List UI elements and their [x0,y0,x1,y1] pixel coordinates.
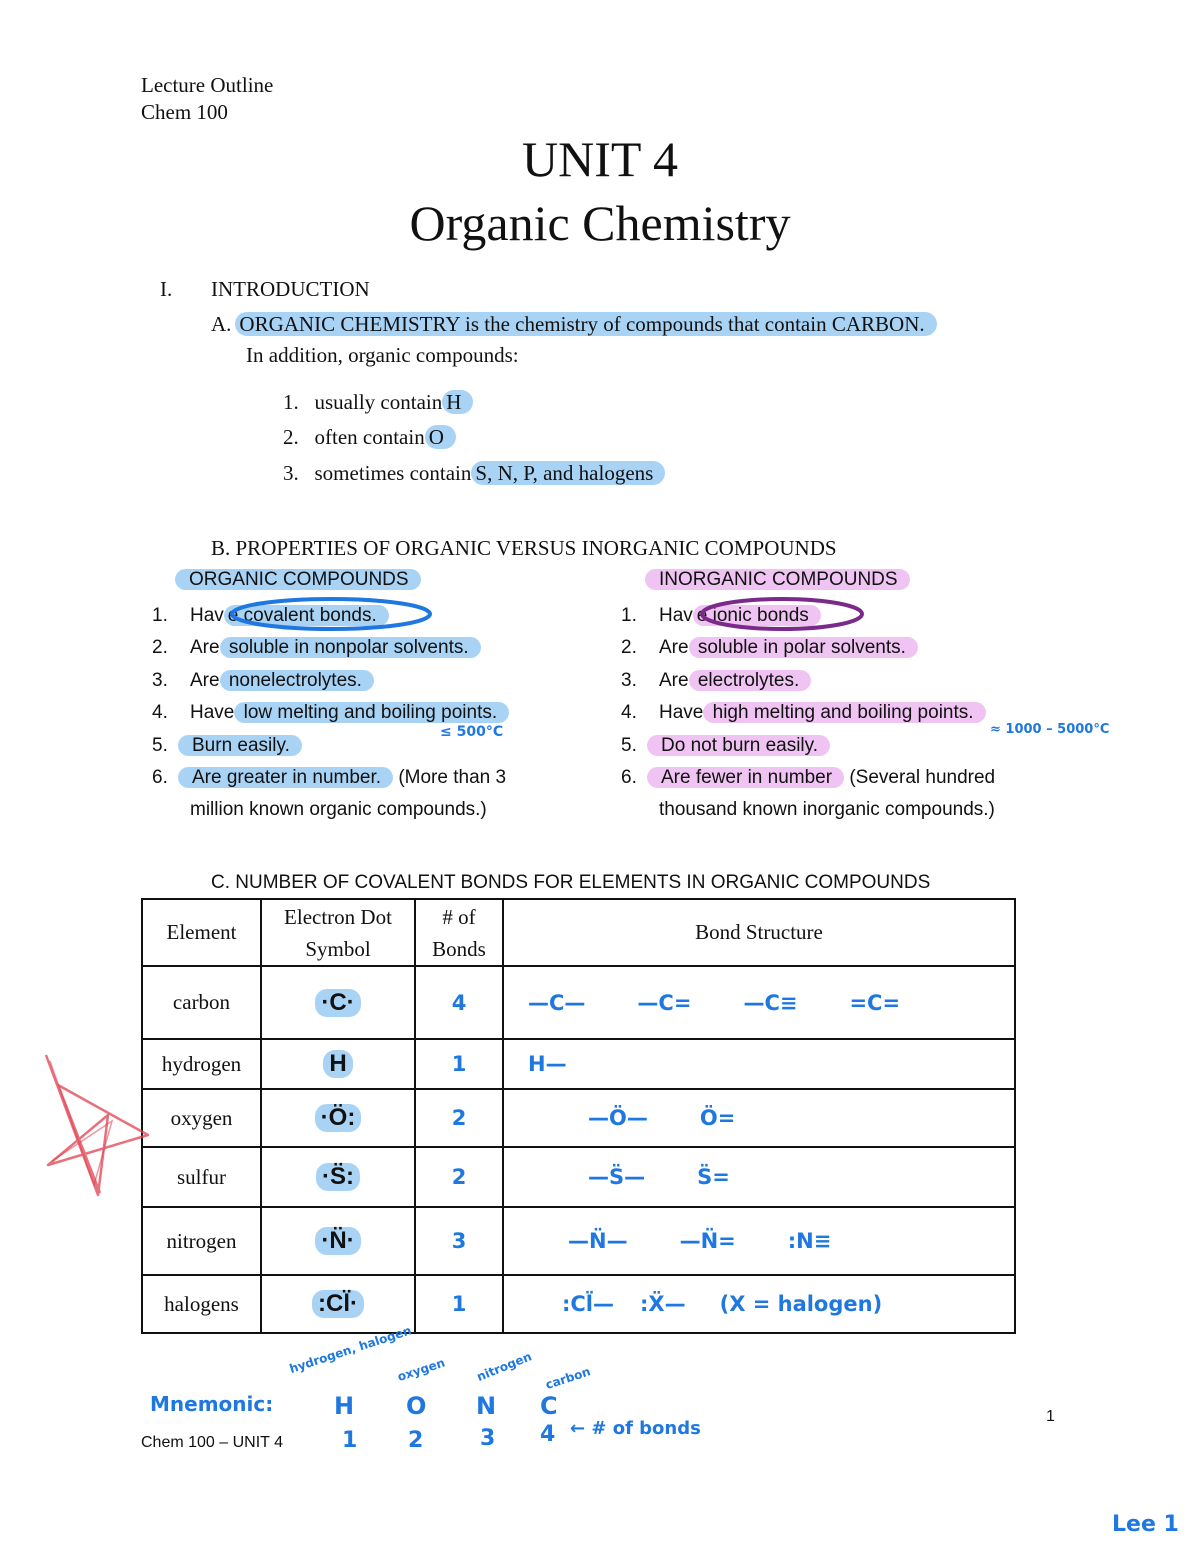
list-item: 5. Burn easily. [152,730,509,762]
unit-title: UNIT 4 [521,131,678,187]
page-number: 1 [1046,1408,1055,1425]
intro-a [211,311,937,337]
mnemonic-letter-n: N [476,1392,497,1420]
mnemonic-name-carbon: carbon [543,1364,593,1392]
list-item: million known organic compounds.) [190,799,487,821]
table-row [142,1275,1015,1333]
header-dot-symbol: Electron Dot Symbol [261,899,415,966]
element-name: carbon [142,966,261,1039]
electron-dot-symbol: H [323,1050,352,1078]
bond-structures: —N̈— —N̈= :N≡ [503,1207,1015,1275]
bond-count: 4 [415,966,503,1039]
organic-temp-note: ≤ 500°C [440,724,504,740]
initials: Lee 1 [1112,1512,1179,1537]
header-line2: Chem 100 [141,100,228,124]
section-b-heading: B. PROPERTIES OF ORGANIC VERSUS INORGANIC COMPOUNDS [211,536,837,560]
list-item: 2. Are soluble in nonpolar solvents. [152,632,509,664]
electron-dot-symbol: ·S̈: [316,1163,360,1191]
section-numeral: I. [160,277,173,301]
intro-item-3: 3. sometimes contain S, N, P, and halogens [283,460,665,486]
mnemonic-num-1: 1 [342,1428,358,1453]
mnemonic-num-4: 4 [540,1422,556,1447]
bond-table [141,898,1016,1334]
bond-count: 3 [415,1207,503,1275]
list-item: 5. Do not burn easily. [621,730,995,762]
intro-item-1: 1. usually contain H [283,389,473,415]
section-heading: INTRODUCTION [211,277,370,301]
element-name: oxygen [142,1089,261,1147]
bond-structures: —C— —C= —C≡ =C= [503,966,1015,1039]
table-row [142,1207,1015,1275]
bond-count: 2 [415,1147,503,1207]
header-bonds: # of Bonds [415,899,503,966]
mnemonic-name-hydrogen: hydrogen, halogen [287,1323,414,1376]
mnemonic-num-3: 3 [480,1426,496,1451]
header-element: Element [142,899,261,966]
intro-a-cont: In addition, organic compounds: [246,343,519,367]
list-item: 1. Hav e ionic bonds [621,600,995,632]
intro-a-label: A. [211,312,232,336]
organic-list [152,600,509,827]
bond-structures: :Cl̈— :Ẍ— (X = halogen) [503,1275,1015,1333]
header-line1: Lecture Outline [141,73,274,97]
element-name: hydrogen [142,1039,261,1089]
bond-structures: H— [503,1039,1015,1089]
mnemonic-letter-h: H [334,1392,355,1420]
list-item: 1. Hav e covalent bonds. [152,600,509,632]
element-name: halogens [142,1275,261,1333]
mnemonic-letter-c: C [540,1392,558,1420]
element-name: nitrogen [142,1207,261,1275]
mnemonic-arrow-note: ← # of bonds [570,1418,701,1439]
covalent-circle-mark [228,594,438,634]
bond-count: 1 [415,1275,503,1333]
subject-title: Organic Chemistry [409,195,791,251]
element-name: sulfur [142,1147,261,1207]
list-item: 3. Are electrolytes. [621,665,995,697]
inorganic-heading: INORGANIC COMPOUNDS [645,567,910,593]
list-item: 4. Have low melting and boiling points. [152,697,509,729]
bond-structures: —Ö— Ö= [503,1089,1015,1147]
table-row [142,1147,1015,1207]
inorganic-temp-note: ≈ 1000 – 5000°C [990,722,1110,737]
ionic-circle-mark [698,594,870,634]
bond-count: 2 [415,1089,503,1147]
mnemonic-name-oxygen: oxygen [395,1355,447,1384]
mnemonic-num-2: 2 [408,1428,424,1453]
list-item: 3. Are nonelectrolytes. [152,665,509,697]
electron-dot-symbol: ·C· [315,989,360,1017]
list-item: thousand known inorganic compounds.) [659,799,995,821]
mnemonic-label: Mnemonic: [150,1392,274,1416]
organic-heading: ORGANIC COMPOUNDS [175,567,421,593]
star-doodle-icon [38,1045,158,1205]
header-structure: Bond Structure [503,899,1015,966]
intro-item-2: 2. often contain O [283,424,456,450]
table-row [142,1039,1015,1089]
section-c-heading: C. NUMBER OF COVALENT BONDS FOR ELEMENTS IN ORGANIC COMPOUNDS [211,872,931,893]
mnemonic-name-nitrogen: nitrogen [474,1349,534,1384]
list-item: 4. Have high melting and boiling points. [621,697,995,729]
electron-dot-symbol: :Cl̈· [312,1290,364,1318]
electron-dot-symbol: ·N̈· [315,1227,360,1255]
table-row [142,966,1015,1039]
list-item: 6. Are greater in number. (More than 3 [152,767,507,789]
inorganic-list [621,600,995,827]
list-item: 2. Are soluble in polar solvents. [621,632,995,664]
table-row [142,1089,1015,1147]
intro-a-definition: ORGANIC CHEMISTRY is the chemistry of compounds that contain CARBON. [235,312,936,336]
electron-dot-symbol: ·Ö: [315,1104,362,1132]
list-item: 6. Are fewer in number (Several hundred [621,767,996,789]
footer-text: Chem 100 – UNIT 4 [141,1434,283,1451]
mnemonic-letter-o: O [406,1392,427,1420]
bond-structures: —S̈— S̈= [503,1147,1015,1207]
bond-count: 1 [415,1039,503,1089]
table-header-row [142,899,1015,966]
